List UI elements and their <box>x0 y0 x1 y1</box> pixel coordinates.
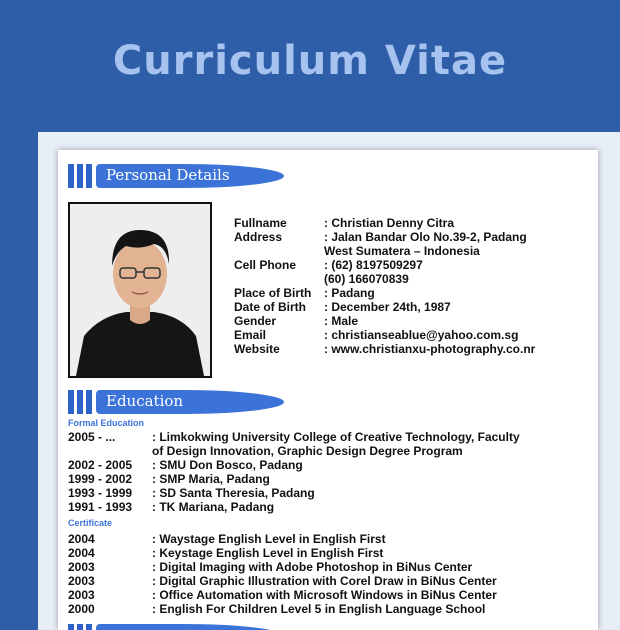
entry-year: 1991 - 1993 <box>68 500 133 514</box>
entry-year: 1993 - 1999 <box>68 486 133 500</box>
entry-year: 2004 <box>68 546 95 560</box>
entry-description: : Digital Imaging with Adobe Photoshop in BiNus Center <box>152 560 473 574</box>
entry-description: : Limkokwing University College of Creative Technology, Faculty <box>152 430 520 444</box>
entry-year: 2003 <box>68 560 95 574</box>
entry-description: : SMU Don Bosco, Padang <box>152 458 303 472</box>
detail-key: Cell Phone <box>234 258 297 272</box>
detail-value: : Jalan Bandar Olo No.39-2, Padang <box>324 230 527 244</box>
entry-description: : SMP Maria, Padang <box>152 472 270 486</box>
detail-value: : (62) 8197509297 <box>324 258 423 272</box>
detail-key: Gender <box>234 314 277 328</box>
entry-description: of Design Innovation, Graphic Design Degree Program <box>152 444 463 458</box>
detail-key: Date of Birth <box>234 300 306 314</box>
detail-key: Address <box>234 230 283 244</box>
detail-value: : Male <box>324 314 359 328</box>
education-label: Education <box>106 392 184 410</box>
detail-value: : December 24th, 1987 <box>324 300 451 314</box>
entry-description: : Digital Graphic Illustration with Corel Draw in BiNus Center <box>152 574 497 588</box>
personal-details-label: Personal Details <box>106 166 230 184</box>
profile-photo <box>68 202 212 378</box>
heading-pill <box>96 624 284 630</box>
personal-details-heading <box>68 164 288 188</box>
entry-year: 1999 - 2002 <box>68 472 133 486</box>
cv-paper <box>58 150 598 630</box>
entry-description: : SD Santa Theresia, Padang <box>152 486 315 500</box>
certificate-label: Certificate <box>68 518 113 528</box>
entry-year: 2003 <box>68 574 95 588</box>
detail-value: : Christian Denny Citra <box>324 216 455 230</box>
detail-value: : christianseablue@yahoo.com.sg <box>324 328 519 342</box>
entry-description: : English For Children Level 5 in English Language School <box>152 602 486 616</box>
entry-description: : Keystage English Level in English First <box>152 546 384 560</box>
detail-key: Place of Birth <box>234 286 312 300</box>
education-heading <box>68 390 288 414</box>
entry-description: : Waystage English Level in English First <box>152 532 386 546</box>
detail-key: Fullname <box>234 216 287 230</box>
formal-education-label: Formal Education <box>68 418 145 428</box>
detail-value: : www.christianxu-photography.co.nr <box>324 342 536 356</box>
detail-value: (60) 166070839 <box>324 272 409 286</box>
detail-key: Email <box>234 328 267 342</box>
entry-description: : TK Mariana, Padang <box>152 500 275 514</box>
detail-value: : Padang <box>324 286 375 300</box>
detail-value: West Sumatera – Indonesia <box>324 244 480 258</box>
entry-description: : Office Automation with Microsoft Windows in BiNus Center <box>152 588 497 602</box>
entry-year: 2000 <box>68 602 95 616</box>
entry-year: 2005 - ... <box>68 430 116 444</box>
next-section-heading <box>68 624 288 630</box>
entry-year: 2003 <box>68 588 95 602</box>
entry-year: 2004 <box>68 532 95 546</box>
person-portrait-icon <box>70 204 210 376</box>
entry-year: 2002 - 2005 <box>68 458 133 472</box>
cv-title: Curriculum Vitae <box>112 38 508 84</box>
detail-key: Website <box>234 342 280 356</box>
